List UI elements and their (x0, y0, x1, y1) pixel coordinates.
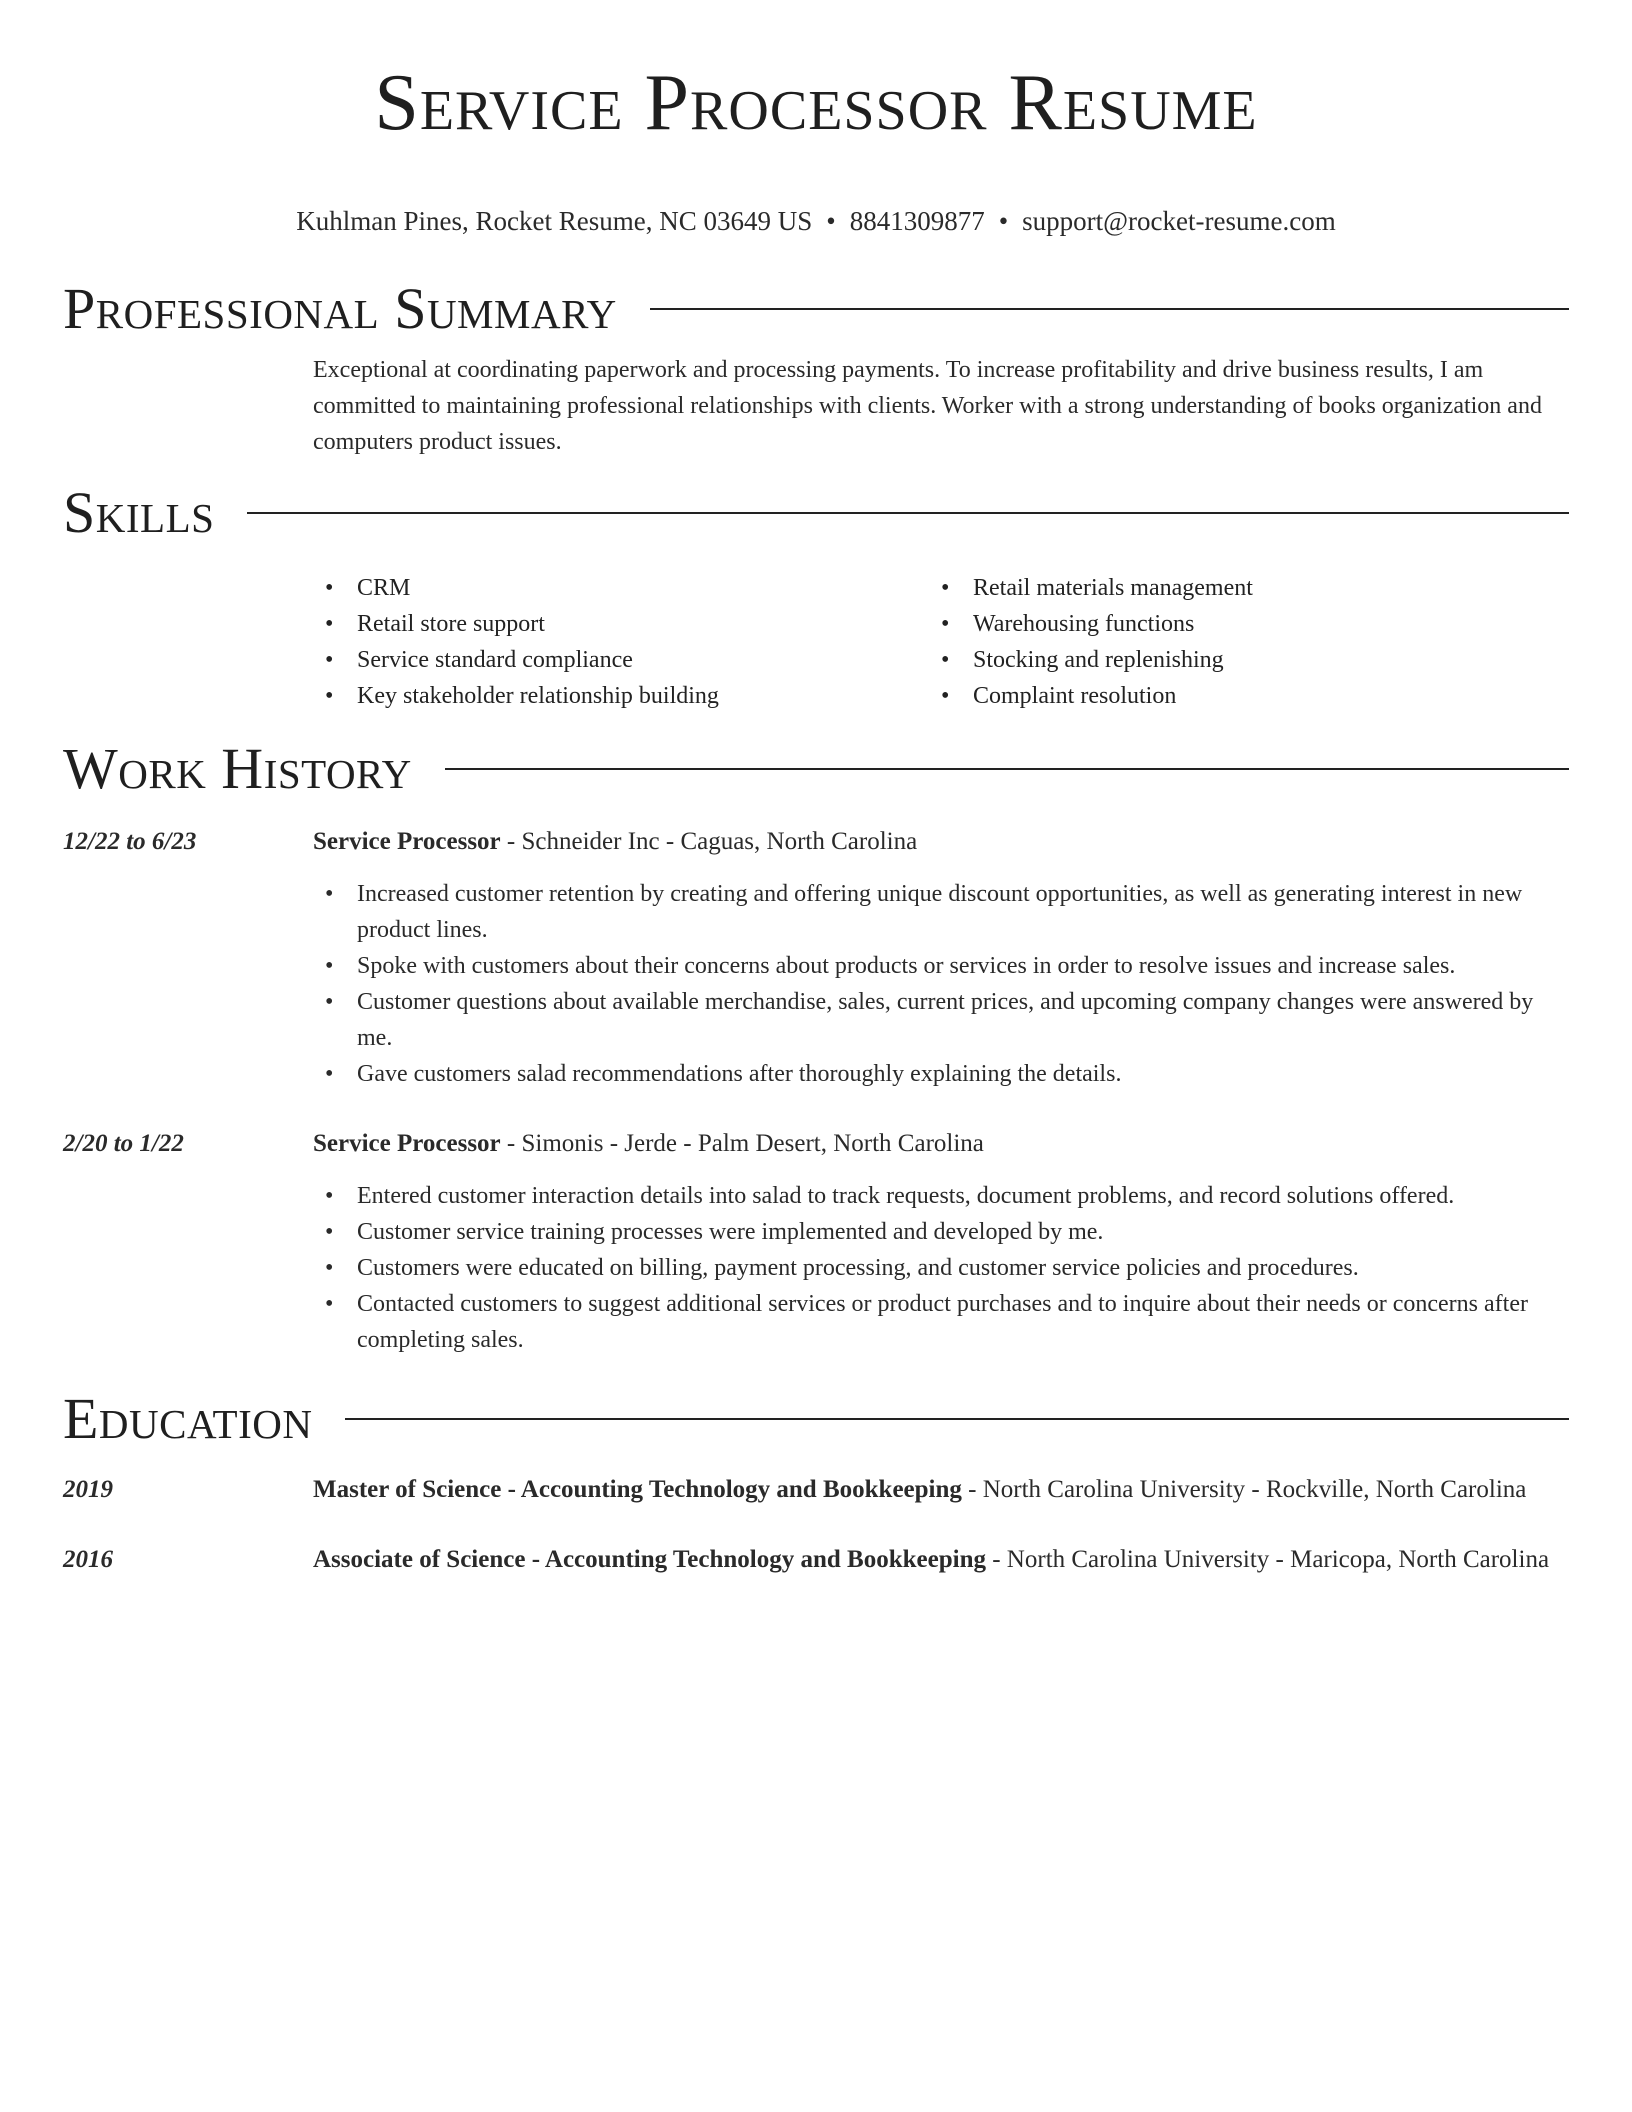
job-bullet: • Contacted customers to suggest additional services or product purchases and to inquire about their needs or concerns after completing sales. (313, 1286, 1569, 1358)
skill-item: • CRM (313, 570, 929, 606)
contact-address: Kuhlman Pines, Rocket Resume, NC 03649 US (296, 206, 813, 236)
skill-item: • Complaint resolution (929, 678, 1545, 714)
resume-title: Service Processor Resume (374, 59, 1258, 147)
job-bullets (313, 876, 1569, 1092)
job-bullets (313, 1178, 1569, 1358)
job-bullet: • Customer questions about available merchandise, sales, current prices, and upcoming company changes were answered by me. (313, 984, 1569, 1056)
skill-item: • Retail store support (313, 606, 929, 642)
skills-section (63, 570, 1569, 714)
section-divider (345, 1418, 1569, 1420)
education-details (313, 1470, 1569, 1510)
job-dates: 2/20 to 1/22 (63, 1130, 184, 1157)
job-bullet: • Customers were educated on billing, payment processing, and customer service policies and procedures. (313, 1250, 1569, 1286)
job-header (313, 1126, 1569, 1162)
education-school: - North Carolina University - Maricopa, North Carolina (985, 1546, 1550, 1573)
skills-heading: Skills (63, 480, 215, 545)
education-entry (63, 1470, 1569, 1510)
skills-list-right (929, 570, 1545, 714)
skills-section-header (63, 478, 1569, 548)
skill-item: • Stocking and replenishing (929, 642, 1545, 678)
work-heading: Work History (63, 736, 412, 801)
contact-phone: 8841309877 (849, 206, 985, 236)
contact-line (63, 204, 1569, 238)
job-bullet: • Increased customer retention by creating and offering unique discount opportunities, as well as generating interest in new product lines. (313, 876, 1569, 948)
summary-heading: Professional Summary (63, 276, 617, 341)
job-dates: 12/22 to 6/23 (63, 828, 197, 855)
education-degree: Master of Science - Accounting Technology and Bookkeeping (313, 1476, 962, 1503)
contact-separator: • (826, 206, 836, 236)
job-bullet: • Spoke with customers about their concerns about products or services in order to resolve issues and increase sales. (313, 948, 1569, 984)
job-entry (63, 824, 1569, 1092)
work-section-header (63, 734, 1569, 804)
contact-separator: • (998, 206, 1009, 236)
summary-section (63, 352, 1569, 460)
education-heading: Education (63, 1386, 313, 1451)
job-entry (63, 1126, 1569, 1358)
education-section-header (63, 1384, 1569, 1454)
job-details: - Simonis - Jerde - Palm Desert, North Carolina (500, 1130, 984, 1157)
section-divider (247, 512, 1569, 514)
education-entry (63, 1540, 1569, 1580)
education-school: - North Carolina University - Rockville, North Carolina (961, 1476, 1527, 1503)
job-header (313, 824, 1569, 860)
skill-item: • Service standard compliance (313, 642, 929, 678)
job-bullet: • Gave customers salad recommendations after thoroughly explaining the details. (313, 1056, 1569, 1092)
education-details (313, 1540, 1569, 1580)
education-year: 2016 (63, 1546, 113, 1573)
education-degree: Associate of Science - Accounting Technology and Bookkeeping (313, 1546, 986, 1573)
skill-item: • Retail materials management (929, 570, 1545, 606)
job-title: Service Processor (313, 1130, 501, 1157)
skill-item: • Key stakeholder relationship building (313, 678, 929, 714)
job-bullet: • Entered customer interaction details into salad to track requests, document problems, and record solutions offered. (313, 1178, 1569, 1214)
summary-section-header (63, 274, 1569, 344)
skill-item: • Warehousing functions (929, 606, 1545, 642)
education-year: 2019 (63, 1476, 113, 1503)
skills-list-left (313, 570, 929, 714)
contact-email[interactable]: support@rocket-resume.com (1022, 206, 1336, 236)
section-divider (445, 768, 1569, 770)
job-details: - Schneider Inc - Caguas, North Carolina (500, 828, 918, 855)
section-divider (650, 308, 1569, 310)
job-title: Service Processor (313, 828, 501, 855)
summary-text: Exceptional at coordinating paperwork and processing payments. To increase profitability and drive business results, I am committed to maintaining professional relationships with clients. Worker with a strong understanding of books organization and computers product issues. (313, 357, 1542, 455)
job-bullet: • Customer service training processes were implemented and developed by me. (313, 1214, 1569, 1250)
